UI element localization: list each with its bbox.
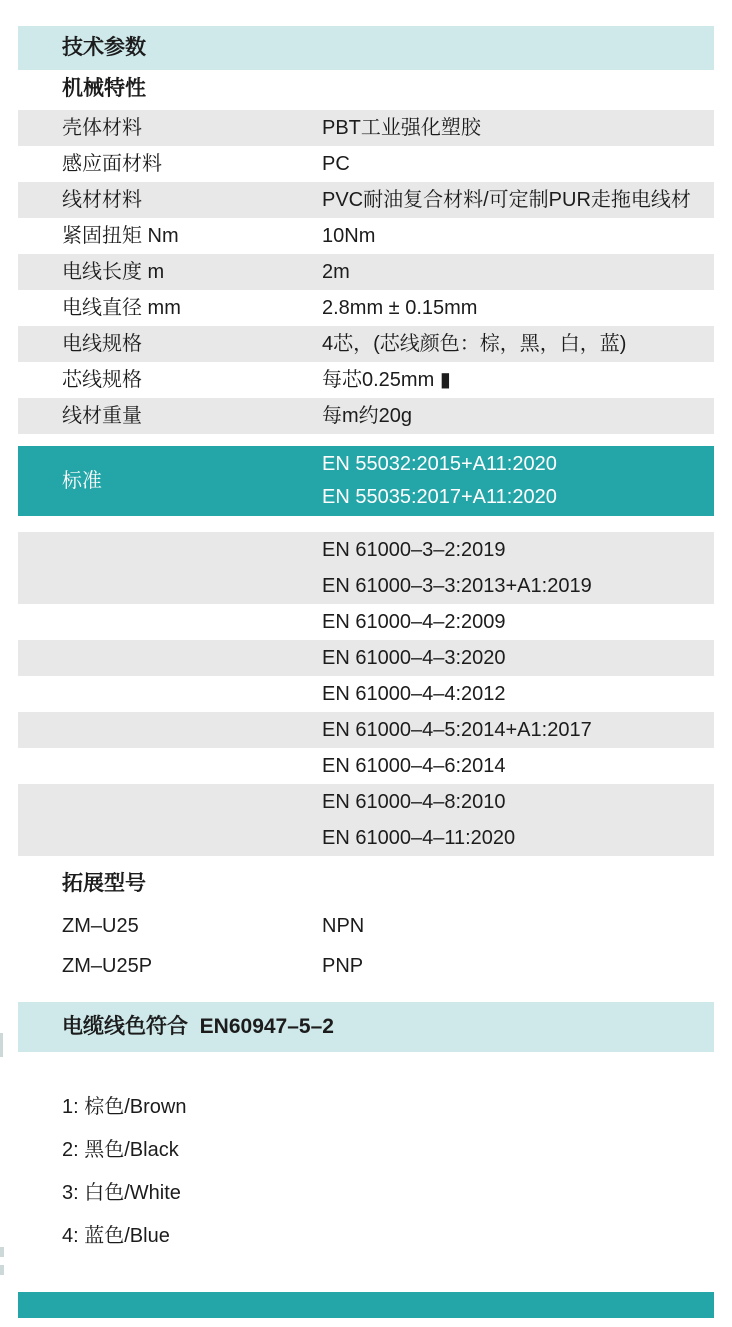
page-edge-artifact	[0, 1265, 4, 1275]
standards-group	[18, 604, 714, 640]
standard-entry: EN 61000–3–3:2013+A1:2019	[322, 575, 592, 597]
table-row	[18, 254, 714, 290]
model-number: ZM–U25P	[62, 955, 153, 977]
spec-label: 紧固扭矩 Nm	[62, 225, 179, 247]
standard-entry: EN 61000–4–6:2014	[322, 755, 506, 777]
spec-label: 感应面材料	[62, 153, 162, 175]
section-title: 技术参数	[62, 36, 146, 59]
standard-entry: EN 61000–4–3:2020	[322, 647, 506, 669]
spec-value: 每芯0.25mm ▮	[322, 369, 451, 391]
standard-entry: EN 61000–3–2:2019	[322, 539, 506, 561]
subsection-heading-extended-models: 拓展型号	[62, 872, 146, 895]
table-row	[18, 326, 714, 362]
standard-entry: EN 55032:2015+A11:2020	[322, 453, 557, 475]
standards-group	[18, 640, 714, 676]
spec-label: 线材材料	[62, 189, 142, 211]
spec-value: 10Nm	[322, 225, 376, 247]
standards-label: 标准	[62, 470, 102, 492]
standards-list	[18, 532, 714, 856]
standard-entry: EN 61000–4–2:2009	[322, 611, 506, 633]
standard-entry: EN 61000–4–8:2010	[322, 791, 506, 813]
table-row	[18, 110, 714, 146]
page-edge-artifact	[0, 1033, 3, 1057]
cable-color-standard-header: 电缆线色符合 EN60947–5–2	[18, 1002, 714, 1052]
spec-label: 壳体材料	[62, 117, 142, 139]
spec-label: 电线规格	[62, 333, 142, 355]
spec-value: PC	[322, 153, 350, 175]
table-row	[18, 906, 714, 946]
standard-entry: EN 61000–4–4:2012	[322, 683, 506, 705]
list-item: 3: 白色/White	[62, 1182, 181, 1204]
table-row	[18, 398, 714, 434]
model-number: ZM–U25	[62, 915, 139, 937]
spec-label: 芯线规格	[62, 369, 142, 391]
cable-color-list	[18, 1086, 714, 1258]
table-row	[18, 946, 714, 986]
section-header-technical-parameters	[18, 26, 714, 70]
model-table	[18, 906, 714, 986]
standards-group	[18, 784, 714, 856]
standards-group	[18, 532, 714, 604]
table-row	[18, 218, 714, 254]
spec-label: 电线长度 m	[62, 261, 165, 283]
spec-value: 2.8mm ± 0.15mm	[322, 297, 478, 319]
standards-group	[18, 748, 714, 784]
list-item: 2: 黑色/Black	[62, 1139, 179, 1161]
table-row	[18, 362, 714, 398]
standards-group	[18, 712, 714, 748]
spec-label: 电线直径 mm	[62, 297, 181, 319]
table-row	[18, 182, 714, 218]
standards-highlighted	[322, 446, 714, 516]
spec-table	[18, 110, 714, 434]
table-row	[18, 290, 714, 326]
spec-value: PVC耐油复合材料/可定制PUR走拖电线材	[322, 189, 691, 211]
model-output-type: PNP	[322, 955, 364, 977]
standard-entry: EN 55035:2017+A11:2020	[322, 486, 557, 508]
list-item: 4: 蓝色/Blue	[62, 1225, 170, 1247]
standards-group	[18, 676, 714, 712]
spec-value: 4芯，(芯线颜色：棕，黑，白，蓝)	[322, 333, 627, 355]
spec-value: 每m约20g	[322, 405, 413, 427]
standards-header-block	[18, 446, 714, 516]
list-item: 1: 棕色/Brown	[62, 1096, 187, 1118]
standard-entry: EN 61000–4–5:2014+A1:2017	[322, 719, 592, 741]
subsection-heading-mechanical: 机械特性	[62, 77, 146, 100]
spec-value: PBT工业强化塑胶	[322, 117, 481, 139]
spec-value: 2m	[322, 261, 350, 283]
spec-label: 线材重量	[62, 405, 142, 427]
page-edge-artifact	[0, 1247, 4, 1257]
model-output-type: NPN	[322, 915, 365, 937]
footer-accent-bar	[18, 1292, 714, 1318]
standard-entry: EN 61000–4–11:2020	[322, 827, 516, 849]
table-row	[18, 146, 714, 182]
